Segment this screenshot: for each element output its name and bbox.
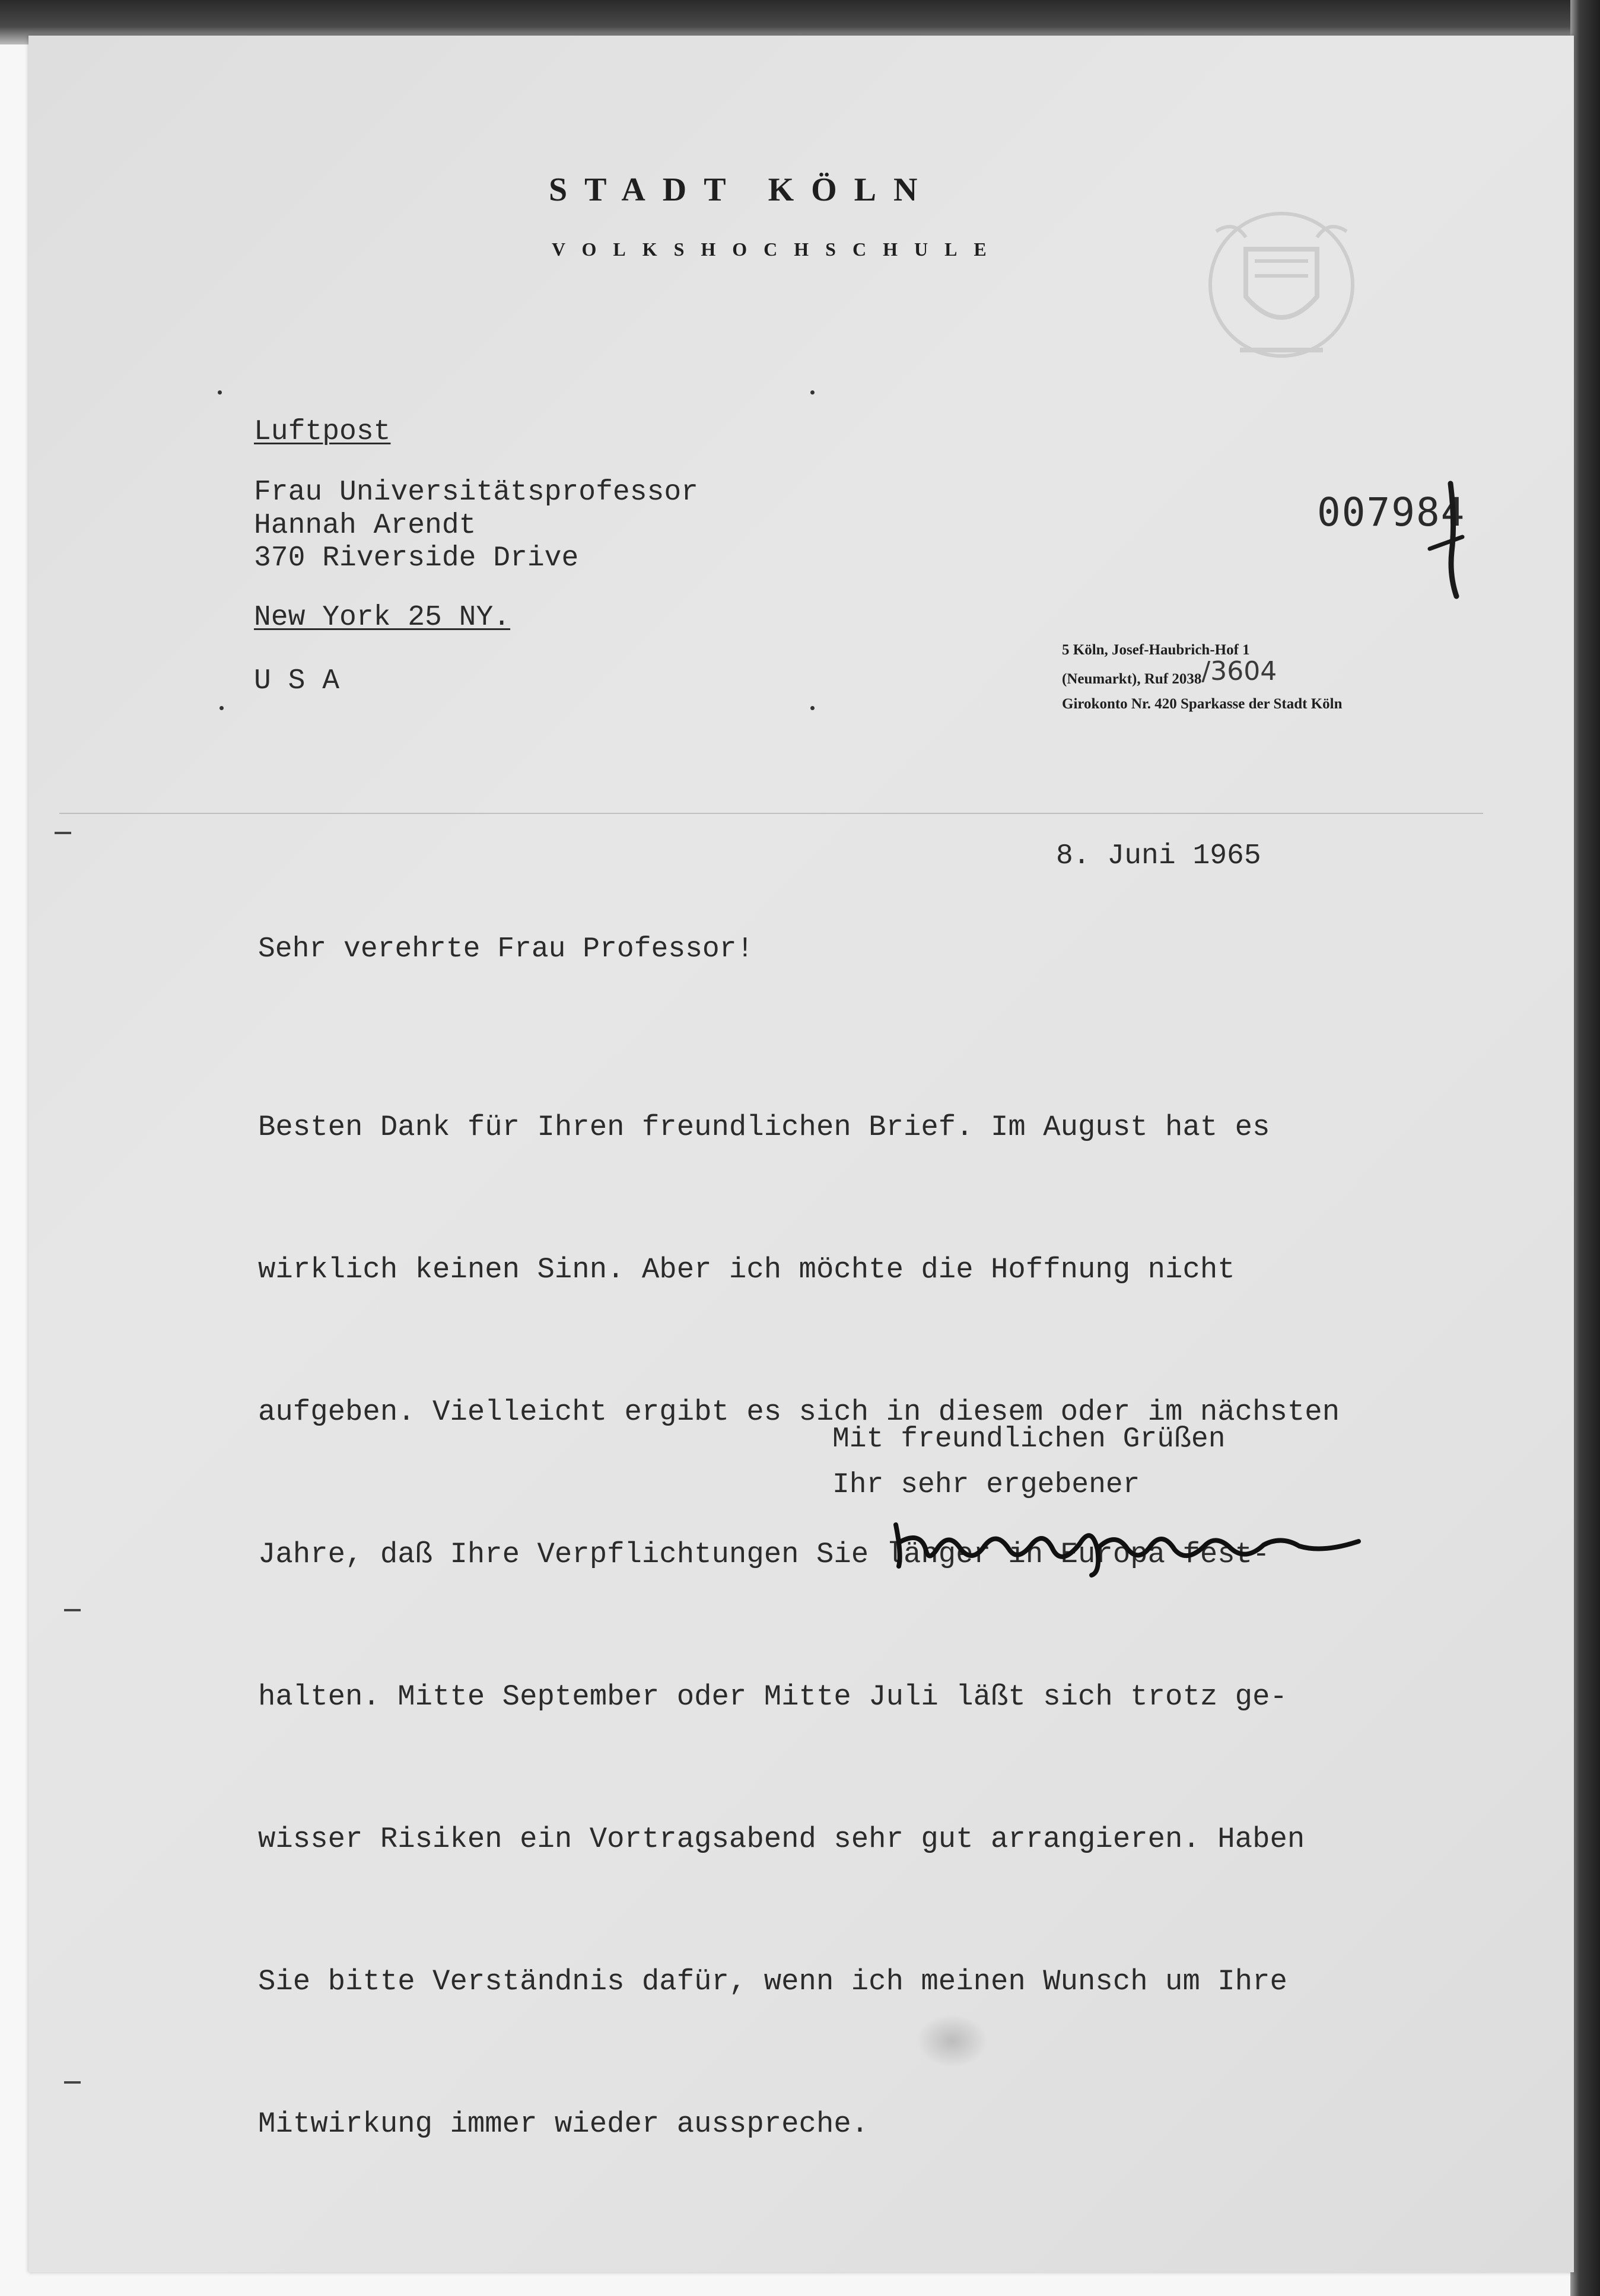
scan-border-right <box>1570 0 1600 2296</box>
sender-address-line: Girokonto Nr. 420 Sparkasse der Stadt Köln <box>1062 696 1343 712</box>
letter-body <box>258 1009 1340 2243</box>
recipient-city: New York 25 NY. <box>254 602 511 634</box>
letter-date: 8. Juni 1965 <box>1056 840 1261 872</box>
handwritten-extension: /3604 <box>1201 656 1277 686</box>
window-mark-dot <box>810 390 815 395</box>
mail-type-label: Luftpost <box>254 416 391 448</box>
body-line: Mitwirkung immer wieder ausspreche. <box>258 2107 869 2141</box>
handwritten-signature <box>884 1507 1370 1578</box>
sender-address-line: 5 Köln, Josef-Haubrich-Hof 1 <box>1062 642 1250 658</box>
letterhead-city: STADT KÖLN <box>549 171 935 208</box>
handwritten-stroke-icon <box>1427 481 1468 599</box>
letterhead-institution: VOLKSHOCHSCHULE <box>552 238 1003 260</box>
recipient-country: U S A <box>254 665 340 697</box>
body-line: wirklich keinen Sinn. Aber ich möchte die Hoffnung nicht <box>258 1253 1235 1286</box>
sender-phone: (Neumarkt), Ruf 2038 <box>1062 671 1202 687</box>
paper-smudge <box>917 2014 988 2068</box>
margin-tick <box>64 1609 81 1611</box>
window-mark-dot <box>218 390 222 395</box>
window-mark-dot <box>220 706 224 710</box>
margin-tick <box>64 2081 81 2084</box>
sender-address <box>1062 638 1343 717</box>
closing-greeting: Mit freundlichen Grüßen <box>832 1423 1226 1455</box>
body-line: wisser Risiken ein Vortragsabend sehr gut arrangieren. Haben <box>258 1823 1305 1856</box>
window-mark-dot <box>810 706 815 710</box>
body-line: Jahre, daß Ihre Verpflichtungen Sie länger in Europa fest- <box>258 1538 1270 1571</box>
body-line: Besten Dank für Ihren freundlichen Brief. Im August hat es <box>258 1111 1270 1144</box>
body-line: aufgeben. Vielleicht ergibt es sich in diesem oder im nächsten <box>258 1395 1340 1429</box>
margin-tick <box>55 832 71 834</box>
body-line: Sie bitte Verständnis dafür, wenn ich meinen Wunsch um Ihre <box>258 1965 1287 1998</box>
recipient-name: Hannah Arendt <box>254 510 476 542</box>
closing-signoff: Ihr sehr ergebener <box>832 1469 1140 1501</box>
recipient-street: 370 Riverside Drive <box>254 542 579 574</box>
fold-line <box>59 813 1483 814</box>
coat-of-arms-seal-icon <box>1181 196 1382 380</box>
body-line: halten. Mitte September oder Mitte Juli läßt sich trotz ge- <box>258 1680 1287 1713</box>
reference-number: 007984 <box>1317 489 1466 535</box>
salutation: Sehr verehrte Frau Professor! <box>258 933 754 965</box>
sender-address-line <box>1062 656 1343 692</box>
recipient-title: Frau Universitätsprofessor <box>254 476 698 508</box>
